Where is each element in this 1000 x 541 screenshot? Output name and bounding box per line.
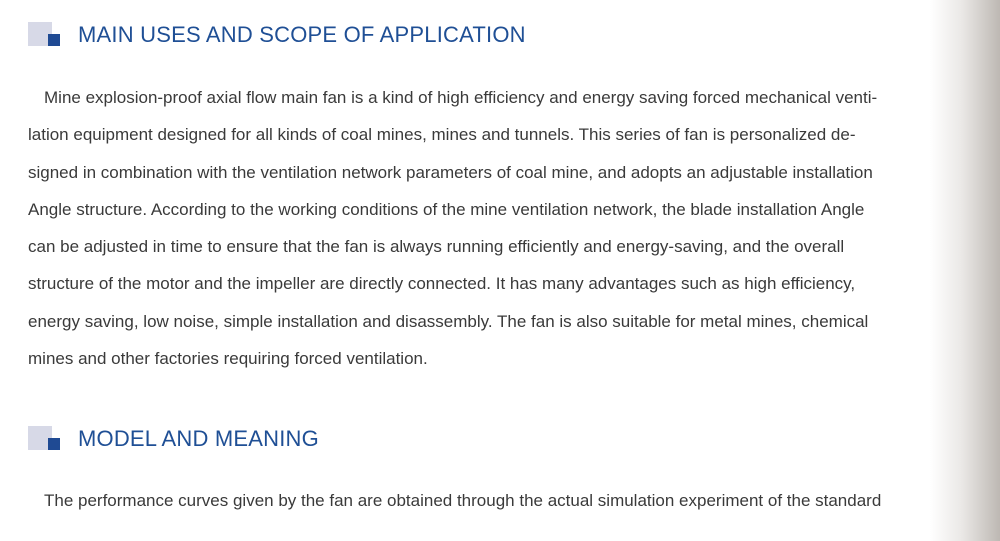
paragraph-line: Mine explosion-proof axial flow main fan is a kind of high efficiency and energy saving forced mechanical venti- bbox=[44, 88, 878, 107]
paragraph-line: mines and other factories requiring forced ventilation. bbox=[28, 349, 428, 369]
marker-dark-square bbox=[48, 34, 60, 46]
paragraph-line: can be adjusted in time to ensure that the fan is always running efficiently and energy-saving, and the overall bbox=[28, 237, 845, 257]
section-title: MAIN USES AND SCOPE OF APPLICATION bbox=[78, 22, 526, 47]
main-uses-paragraph bbox=[28, 79, 968, 377]
heading-marker-icon bbox=[28, 22, 64, 48]
section-heading-main-uses bbox=[28, 20, 526, 50]
section-heading-model-meaning bbox=[28, 424, 319, 454]
paragraph-line: signed in combination with the ventilation network parameters of coal mine, and adopts an adjustable installation bbox=[28, 162, 873, 182]
paragraph-line: structure of the motor and the impeller are directly connected. It has many advantages such as high efficiency, bbox=[28, 274, 856, 294]
paragraph-line: The performance curves given by the fan are obtained through the actual simulation experiment of the standard bbox=[44, 491, 882, 510]
model-meaning-paragraph bbox=[28, 482, 968, 519]
heading-marker-icon bbox=[28, 426, 64, 452]
marker-dark-square bbox=[48, 438, 60, 450]
paragraph-line: Angle structure. According to the working conditions of the mine ventilation network, the blade installation Angle bbox=[28, 199, 865, 219]
paragraph-line: lation equipment designed for all kinds of coal mines, mines and tunnels. This series of fan is personalized de- bbox=[28, 125, 856, 145]
section-title: MODEL AND MEANING bbox=[78, 426, 319, 451]
paragraph-line: energy saving, low noise, simple installation and disassembly. The fan is also suitable for metal mines, chemical bbox=[28, 311, 869, 331]
